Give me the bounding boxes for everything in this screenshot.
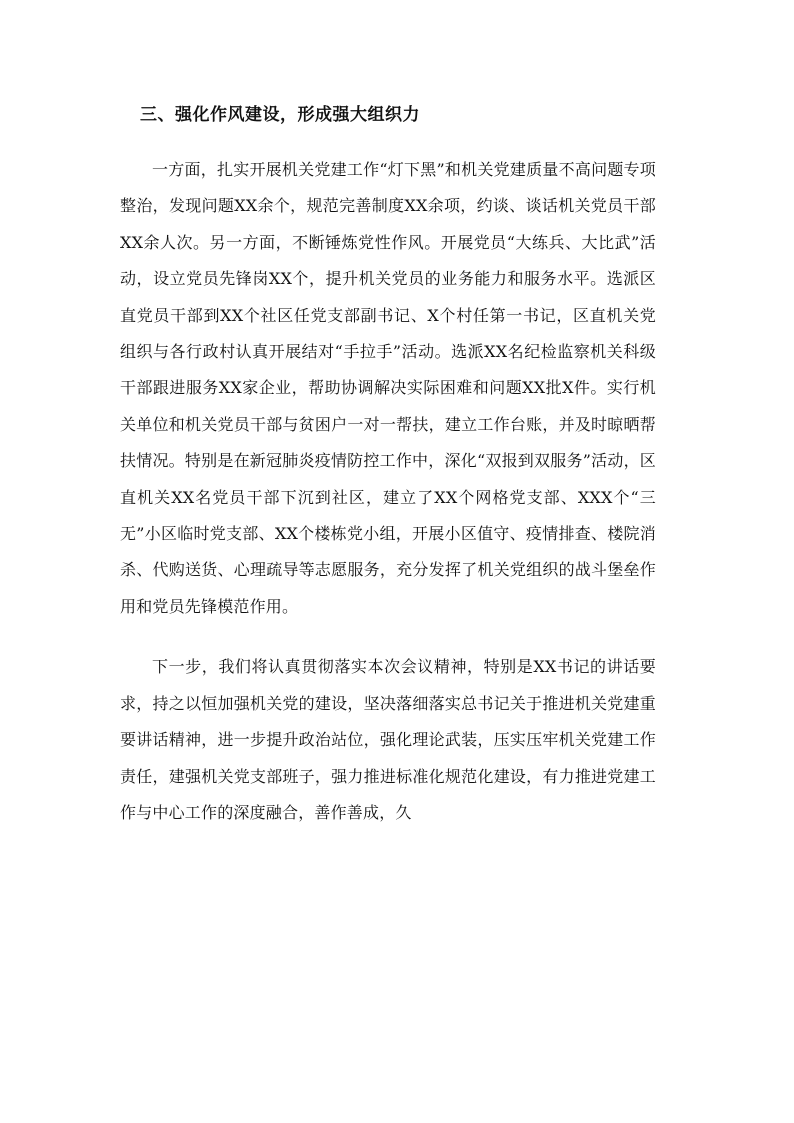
paragraph-2: 下一步，我们将认真贯彻落实本次会议精神，特别是XX书记的讲话要求，持之以恒加强机关党的建设，坚决落细落实总书记关于推进机关党建重要讲话精神，进一步提升政治站位，强化理论武装，压实压牢机关党建工作责任，建强机关党支部班子，强力推进标准化规范化建设，有力推进党建工作与中心工作的深度融合，善作善成，久 (120, 657, 656, 822)
document-body (120, 100, 656, 831)
paragraph-1: 一方面，扎实开展机关党建工作“灯下黑”和机关党建质量不高问题专项整治，发现问题XX余个，规范完善制度XX余项，约谈、谈话机关党员干部XX余人次。另一方面，不断锤炼党性作风。开展党员“大练兵、大比武”活动，设立党员先锋岗XX个，提升机关党员的业务能力和服务水平。选派区直党员干部到XX个社区任党支部副书记、X个村任第一书记，区直机关党组织与各行政村认真开展结对“手拉手”活动。选派XX名纪检监察机关科级干部跟进服务XX家企业，帮助协调解决实际困难和问题XX批X件。实行机关单位和机关党员干部与贫困户一对一帮扶，建立工作台账，并及时晾晒帮扶情况。特别是在新冠肺炎疫情防控工作中，深化“双报到双服务”活动，区直机关XX名党员干部下沉到社区，建立了XX个网格党支部、XXX个“三无”小区临时党支部、XX个楼栋党小组，开展小区值守、疫情排查、楼院消杀、代购送货、心理疏导等志愿服务，充分发挥了机关党组织的战斗堡垒作用和党员先锋模范作用。 (120, 160, 656, 616)
section-heading: 三、强化作风建设，形成强大组织力 (140, 105, 420, 125)
